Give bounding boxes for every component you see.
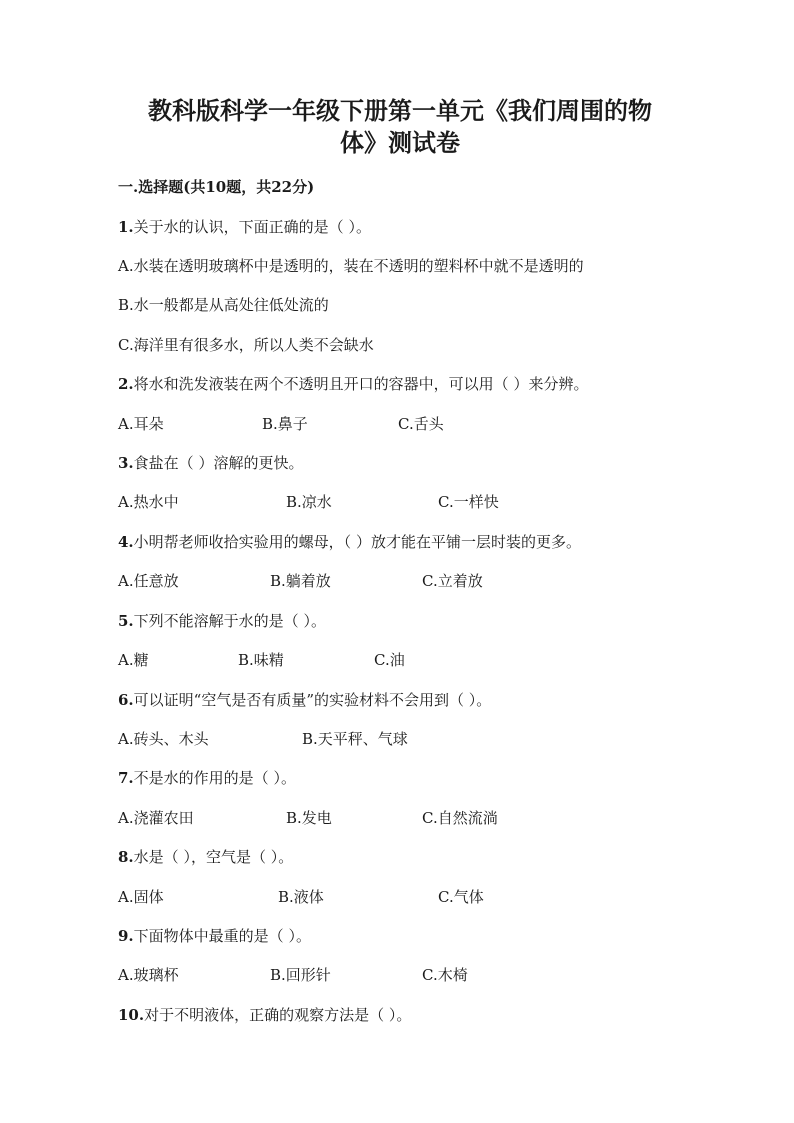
question-text: 将水和洗发液装在两个不透明且开口的容器中，可以用（ ）来分辨。 (133, 375, 589, 393)
question-8 (118, 846, 293, 868)
q8-option-b: B.液体 (278, 888, 324, 906)
q9-option-c: C.木椅 (422, 966, 468, 984)
q1-option-a: A.水装在透明玻璃杯中是透明的，装在不透明的塑料杯中就不是透明的 (118, 257, 584, 275)
q6-option-a: A.砖头、木头 (118, 730, 209, 748)
question-text: 下列不能溶解于水的是（ ）。 (133, 612, 326, 630)
question-number: 9. (118, 927, 134, 945)
question-9 (118, 925, 311, 947)
q4-option-a: A.任意放 (118, 572, 179, 590)
q8-option-c: C.气体 (438, 888, 484, 906)
q2-option-b: B.鼻子 (262, 415, 308, 433)
q1-option-b: B.水一般都是从高处往低处流的 (118, 296, 329, 314)
question-number: 3. (118, 454, 134, 472)
question-6 (118, 689, 491, 711)
q6-option-b: B.天平秤、气球 (302, 730, 408, 748)
question-number: 7. (118, 769, 134, 787)
question-10 (118, 1004, 411, 1026)
question-text: 可以证明“空气是否有质量”的实验材料不会用到（ ）。 (133, 691, 492, 709)
q4-option-b: B.躺着放 (270, 572, 331, 590)
question-number: 4. (118, 533, 134, 551)
question-number: 10. (118, 1006, 145, 1024)
question-3 (118, 452, 303, 474)
question-text: 小明帮老师收拾实验用的螺母，（ ）放才能在平铺一层时装的更多。 (133, 533, 581, 551)
q2-option-c: C.舌头 (398, 415, 444, 433)
q9-option-a: A.玻璃杯 (118, 966, 179, 984)
question-number: 2. (118, 375, 134, 393)
q7-option-a: A.浇灌农田 (118, 809, 194, 827)
question-text: 关于水的认识，下面正确的是（ ）。 (133, 218, 371, 236)
question-number: 8. (118, 848, 134, 866)
question-number: 5. (118, 612, 134, 630)
question-number: 6. (118, 691, 134, 709)
question-text: 不是水的作用的是（ ）。 (133, 769, 296, 787)
page-title-line-2: 体》测试卷 (340, 128, 460, 157)
q5-option-b: B.味精 (238, 651, 284, 669)
question-1 (118, 216, 371, 238)
question-5 (118, 610, 326, 632)
q3-option-c: C.一样快 (438, 493, 499, 511)
question-number: 1. (118, 218, 134, 236)
question-text: 水是（ ），空气是（ ）。 (133, 848, 294, 866)
q5-option-c: C.油 (374, 651, 405, 669)
question-text: 对于不明液体，正确的观察方法是（ ）。 (144, 1006, 412, 1024)
question-2 (118, 373, 588, 395)
q2-option-a: A.耳朵 (118, 415, 164, 433)
q1-option-c: C.海洋里有很多水，所以人类不会缺水 (118, 336, 374, 354)
q5-option-a: A.糖 (118, 651, 149, 669)
q3-option-b: B.凉水 (286, 493, 332, 511)
question-text: 食盐在（ ）溶解的更快。 (133, 454, 304, 472)
q3-option-a: A.热水中 (118, 493, 179, 511)
page-title-line-1: 教科版科学一年级下册第一单元《我们周围的物 (148, 96, 652, 125)
q7-option-b: B.发电 (286, 809, 332, 827)
q7-option-c: C.自然流淌 (422, 809, 498, 827)
question-4 (118, 531, 581, 553)
question-7 (118, 767, 296, 789)
question-text: 下面物体中最重的是（ ）。 (133, 927, 311, 945)
q9-option-b: B.回形针 (270, 966, 331, 984)
q4-option-c: C.立着放 (422, 572, 483, 590)
q8-option-a: A.固体 (118, 888, 164, 906)
section-heading: 一.选择题(共10题，共22分) (118, 178, 315, 196)
